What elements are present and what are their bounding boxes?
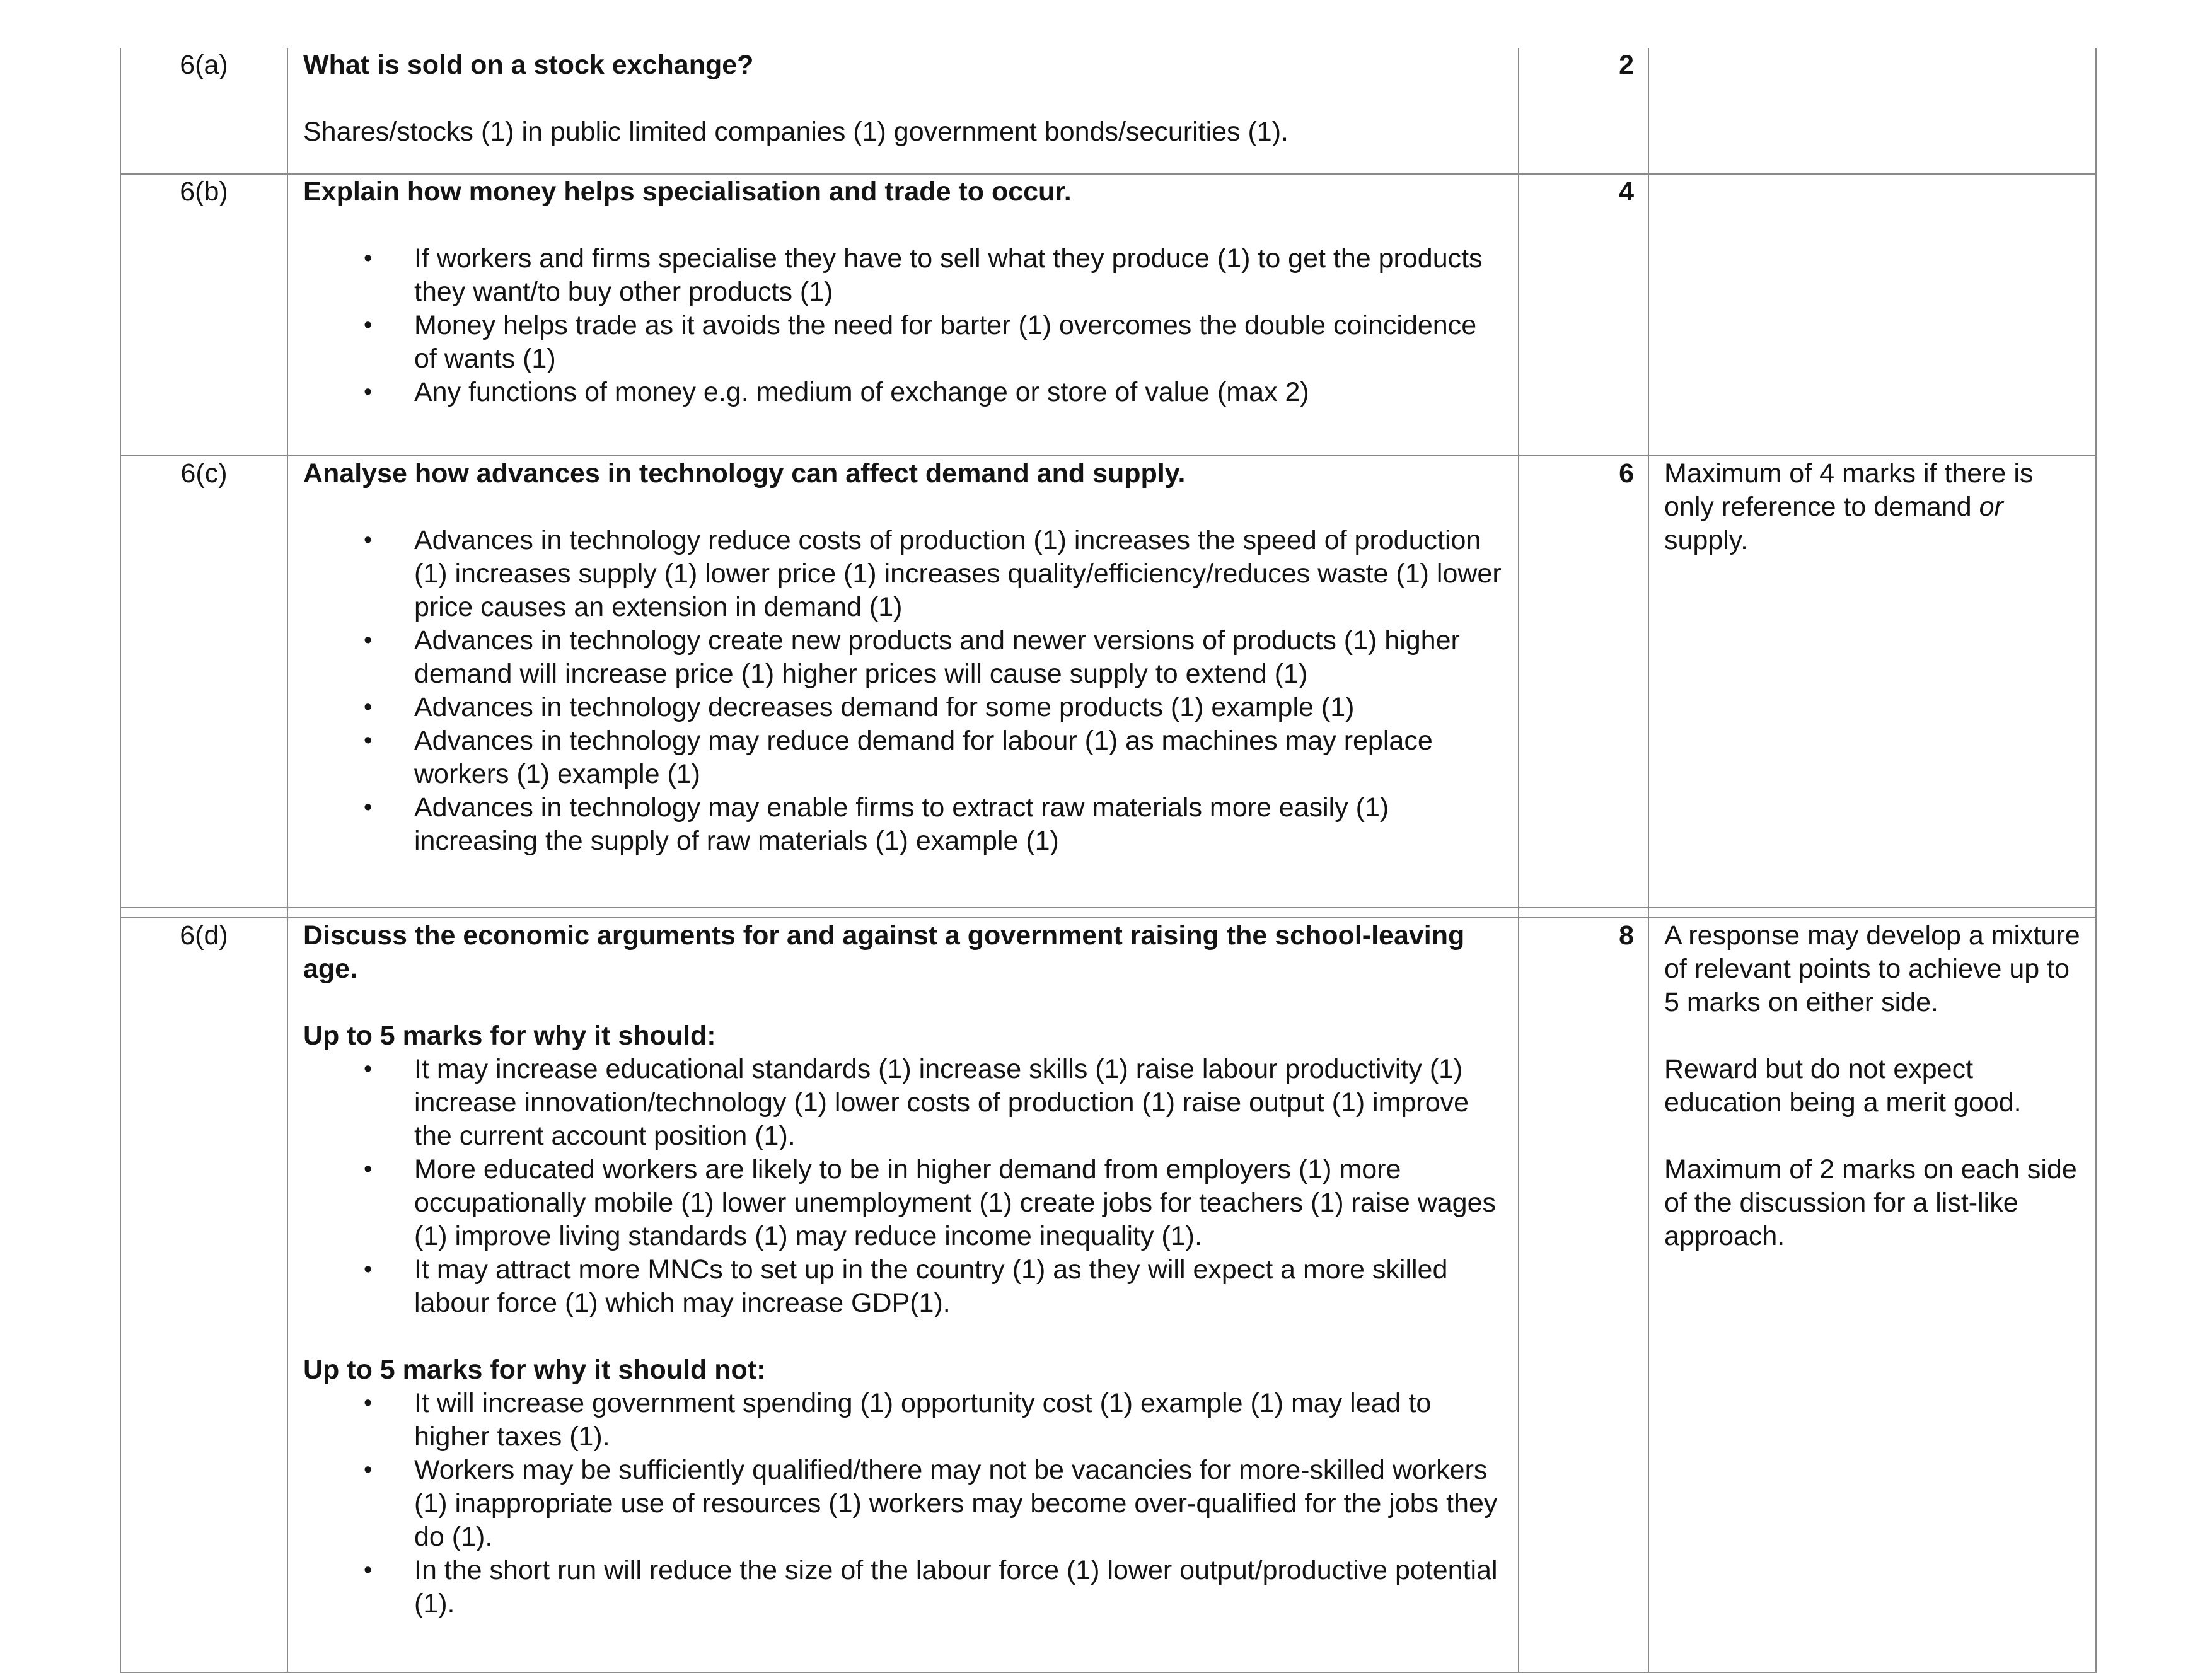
for-points [303,1053,1505,1320]
answer-cell [287,48,1519,174]
bullet-icon: • [364,1557,373,1583]
question-row-6d [120,918,2096,1672]
list-item: • It may increase educational standards (1) increase skills (1) raise labour productivity (1) increase innovation/technology (1) lower costs of production (1) raise output (1) improve the current account position (1). [364,1054,1469,1151]
list-item: • It may attract more MNCs to set up in the country (1) as they will expect a more skilled labour force (1) which may increase GDP(1). [364,1254,1448,1318]
list-item: • Money helps trade as it avoids the need for barter (1) overcomes the double coincidence of wants (1) [364,310,1477,374]
question-number: 6(a) [120,48,287,174]
question-number: 6(b) [120,174,287,456]
answer-cell [287,456,1519,908]
list-item: • In the short run will reduce the size of the labour force (1) lower output/productive potential (1). [364,1555,1498,1619]
list-item: • Workers may be sufficiently qualified/there may not be vacancies for more-skilled workers (1) inappropriate use of resources (1) workers may become over-qualified for the jobs they do (1). [364,1455,1498,1552]
bullet-icon: • [364,379,373,405]
row-separator [120,908,2096,918]
answer-cell [287,174,1519,456]
marks-value: 8 [1519,918,1648,1672]
bullet-icon: • [364,1390,373,1416]
list-item: • Advances in technology create new products and newer versions of products (1) higher demand will increase price (1) higher prices will cause supply to extend (1) [364,625,1460,689]
answer-points [303,524,1505,858]
bullet-icon: • [364,1457,373,1483]
guidance-note: Maximum of 4 marks if there is only reference to demand or supply. [1664,458,2034,555]
for-heading: Up to 5 marks for why it should: [303,1021,716,1051]
against-heading: Up to 5 marks for why it should not: [303,1355,766,1385]
marks-value: 2 [1519,48,1648,174]
list-item: • If workers and firms specialise they have to sell what they produce (1) to get the products they want/to buy other products (1) [364,243,1483,307]
guidance-cell [1648,918,2096,1672]
bullet-icon: • [364,1056,373,1082]
answer-points [303,242,1505,409]
bullet-icon: • [364,1256,373,1283]
guidance-cell [1648,174,2096,456]
marks-value: 6 [1519,456,1648,908]
question-title: Analyse how advances in technology can affect demand and supply. [303,458,1186,489]
guidance-note: Maximum of 2 marks on each side of the discussion for a list-like approach. [1664,1154,2077,1251]
list-item: • More educated workers are likely to be in higher demand from employers (1) more occupationally mobile (1) lower unemployment (1) create jobs for teachers (1) raise wages (1) improve living standards (1) may reduce income inequality (1). [364,1154,1496,1251]
against-points [303,1387,1505,1621]
list-item: • Advances in technology may reduce demand for labour (1) as machines may replace workers (1) example (1) [364,726,1433,789]
bullet-icon: • [364,694,373,721]
list-item: • Advances in technology decreases demand for some products (1) example (1) [303,691,1505,724]
guidance-cell [1648,456,2096,908]
guidance-note: Reward but do not expect education being a merit good. [1664,1054,2022,1118]
list-item: • Advances in technology reduce costs of production (1) increases the speed of production (1) increases supply (1) lower price (1) increases quality/efficiency/reduces waste (1) lower price causes an extension in demand (1) [364,525,1502,622]
bullet-icon: • [364,245,373,272]
bullet-icon: • [364,527,373,553]
question-title: Discuss the economic arguments for and against a government raising the school-leaving age. [303,920,1465,984]
question-row-6b [120,174,2096,456]
guidance-note: A response may develop a mixture of relevant points to achieve up to 5 marks on either side. [1664,920,2080,1017]
question-number: 6(c) [120,456,287,908]
list-item: • Any functions of money e.g. medium of exchange or store of value (max 2) [303,376,1505,409]
question-title: What is sold on a stock exchange? [303,50,754,80]
answer-cell [287,918,1519,1672]
question-row-6a [120,48,2096,174]
question-title: Explain how money helps specialisation and trade to occur. [303,177,1072,207]
question-number: 6(d) [120,918,287,1672]
marks-value: 4 [1519,174,1648,456]
bullet-icon: • [364,312,373,339]
question-row-6c [120,456,2096,908]
bullet-icon: • [364,1156,373,1183]
mark-scheme-sheet [120,48,2095,1673]
mark-scheme-table [120,48,2097,1673]
bullet-icon: • [364,727,373,754]
bullet-icon: • [364,627,373,654]
answer-text: Shares/stocks (1) in public limited companies (1) government bonds/securities (1). [303,117,1288,147]
guidance-cell [1648,48,2096,174]
list-item: • It will increase government spending (1) opportunity cost (1) example (1) may lead to higher taxes (1). [364,1388,1432,1452]
list-item: • Advances in technology may enable firms to extract raw materials more easily (1) increasing the supply of raw materials (1) example (1) [364,792,1389,856]
bullet-icon: • [364,794,373,821]
